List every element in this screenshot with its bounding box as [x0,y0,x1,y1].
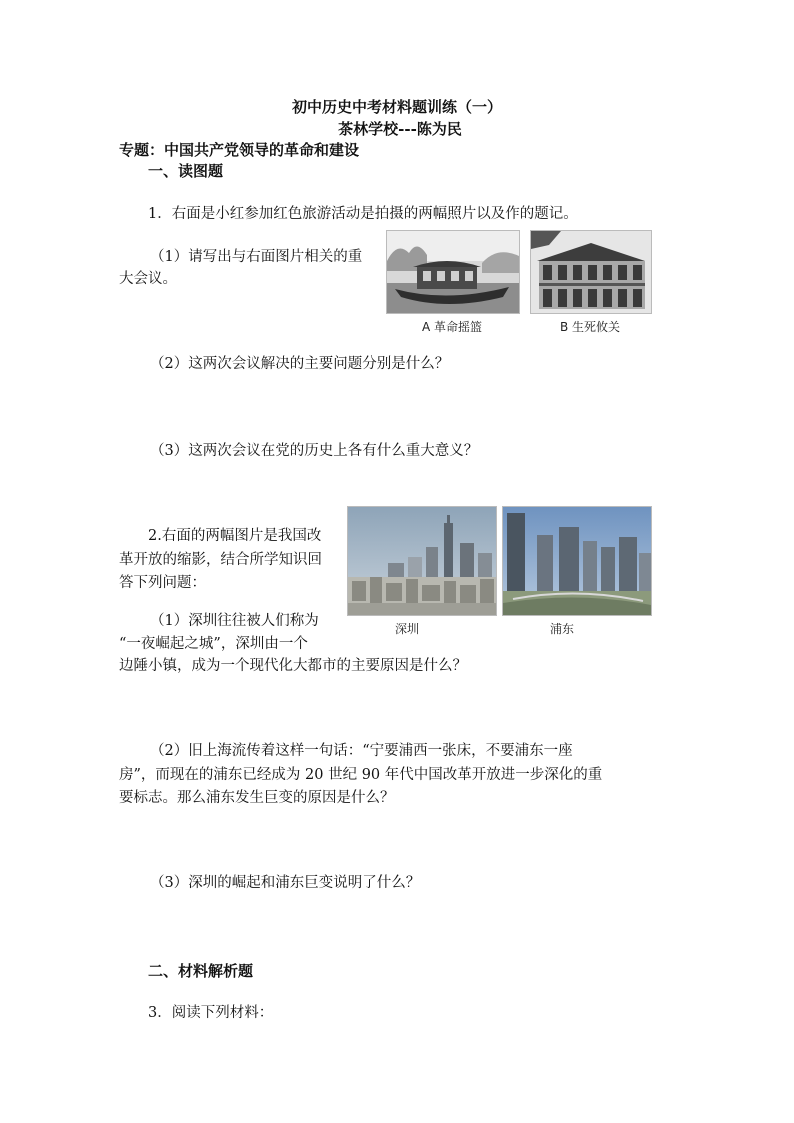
photo-pudong [502,506,652,616]
q2-sub1-line3: 边陲小镇，成为一个现代化大都市的主要原因是什么？ [119,658,467,674]
q2-intro-line3: 答下列问题： [119,575,206,591]
section1-heading: 一、读图题 [148,162,224,180]
q2-intro-line2: 革开放的缩影，结合所学知识回 [119,552,322,568]
q2-sub2-line3: 要标志。那么浦东发生巨变的原因是什么？ [119,790,395,806]
q2-sub1-line2: “一夜崛起之城”，深圳由一个 [119,636,308,652]
q1-sub1-line2: 大会议。 [119,271,177,287]
photo-red-boat [386,230,520,314]
document-title: 初中历史中考材料题训练（一） [291,98,502,116]
q2-sub1-line1: （1）深圳往往被人们称为 [150,613,319,629]
document-author: 茶林学校---陈为民 [338,120,462,138]
photo-c-caption: 深圳 [394,622,419,636]
q1-sub1-line1: （1）请写出与右面图片相关的重 [150,249,363,265]
q2-sub2-line2: 房”，而现在的浦东已经成为 20 世纪 90 年代中国改革开放进一步深化的重 [119,767,603,783]
photo-zunyi-building [530,230,652,314]
photo-a-caption: A 革命摇篮 [421,320,483,334]
q2-sub3: （3）深圳的崛起和浦东巨变说明了什么？ [150,875,421,891]
q3-intro: 3．阅读下列材料： [148,1005,274,1021]
q2-sub2-line1: （2）旧上海流传着这样一句话：“宁要浦西一张床，不要浦东一座 [150,743,573,759]
q1-sub3: （3）这两次会议在党的历史上各有什么重大意义？ [150,443,479,459]
q1-intro: 1．右面是小红参加红色旅游活动是拍摄的两幅照片以及作的题记。 [148,206,578,222]
q1-sub2: （2）这两次会议解决的主要问题分别是什么？ [150,356,450,372]
photo-b-caption: B 生死攸关 [559,320,621,334]
q2-intro-line1: 2.右面的两幅图片是我国改 [148,528,322,544]
topic-line: 专题：中国共产党领导的革命和建设 [119,141,360,159]
photo-d-caption: 浦东 [549,622,574,636]
section2-heading: 二、材料解析题 [148,962,254,980]
photo-shenzhen [347,506,497,616]
